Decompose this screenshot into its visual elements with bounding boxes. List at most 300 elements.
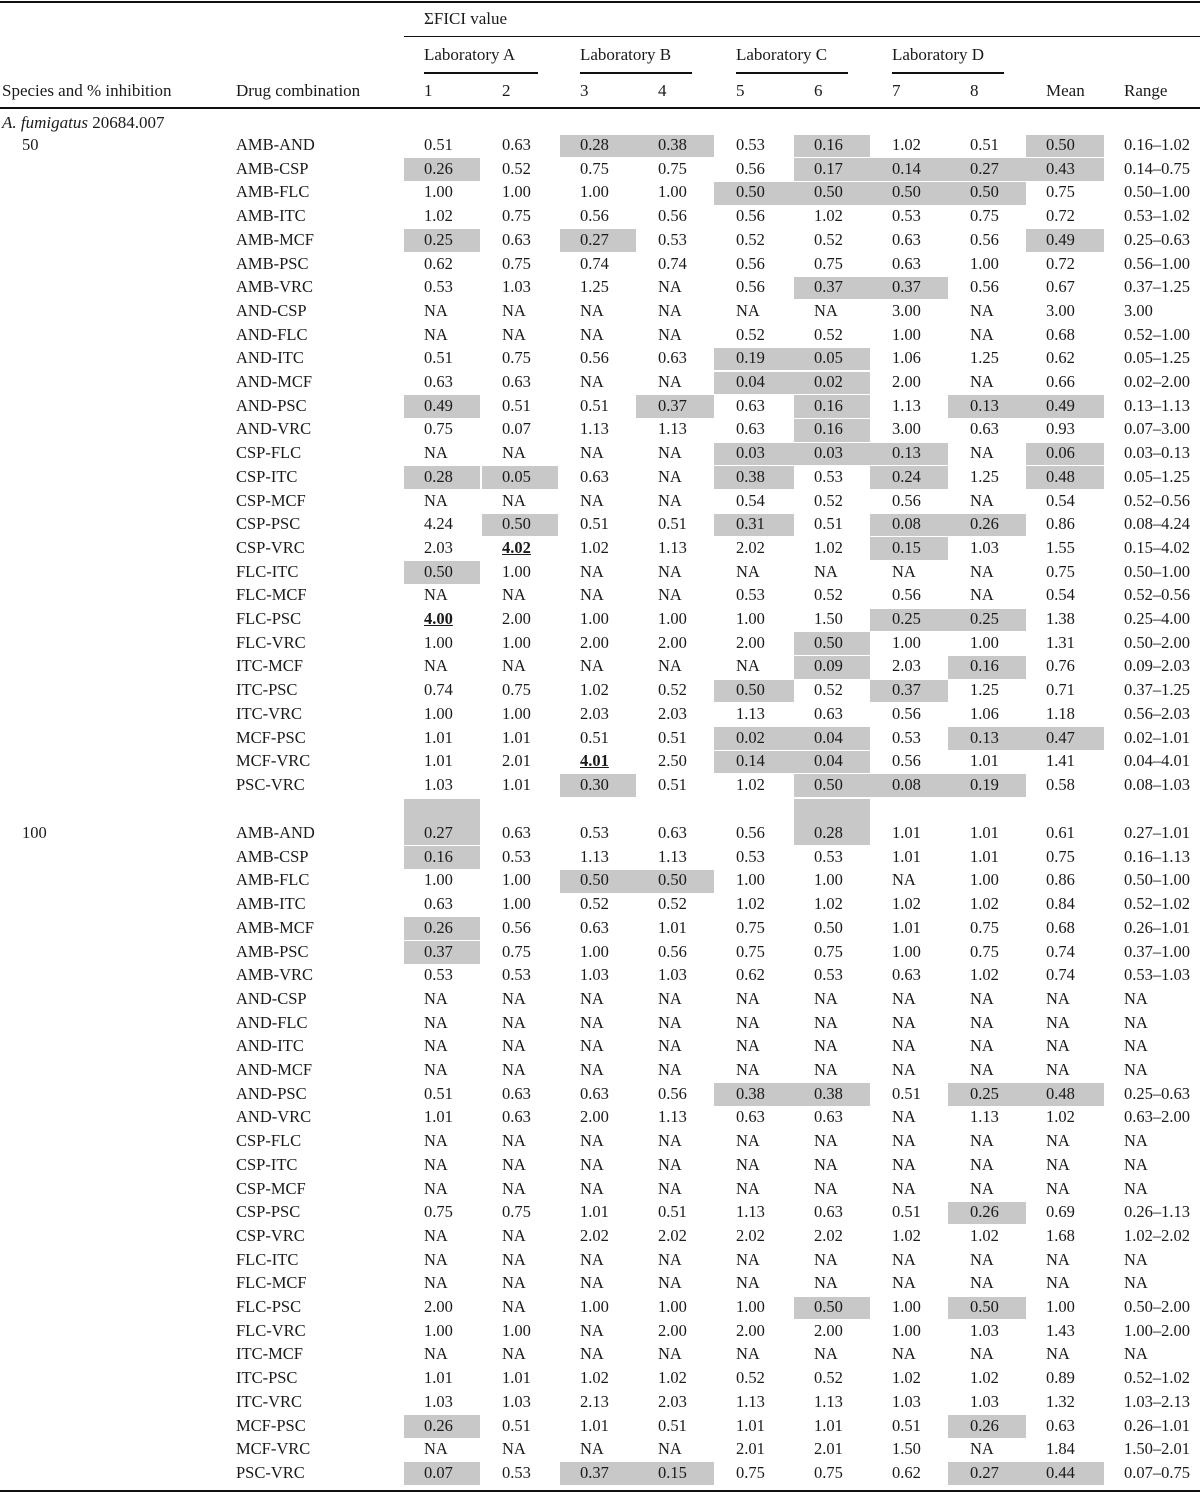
drug-combination: FLC-ITC bbox=[236, 561, 299, 581]
drug-combination: CSP-ITC bbox=[236, 466, 298, 486]
range-cell: 0.26–1.13 bbox=[1124, 1202, 1190, 1222]
fici-cell: NA bbox=[814, 561, 838, 581]
range-cell: 0.25–0.63 bbox=[1124, 229, 1190, 249]
mean-cell: 0.06 bbox=[1046, 443, 1075, 463]
fici-cell: 0.63 bbox=[424, 894, 453, 914]
fici-cell: NA bbox=[502, 1249, 526, 1269]
fici-cell: 0.56 bbox=[892, 703, 921, 723]
fici-cell: NA bbox=[502, 1154, 526, 1174]
range-cell: 0.26–1.01 bbox=[1124, 1415, 1190, 1435]
fici-cell: 0.03 bbox=[814, 443, 843, 463]
drug-combination: ITC-MCF bbox=[236, 1344, 303, 1364]
fici-cell: NA bbox=[502, 1344, 526, 1364]
fici-cell: 1.02 bbox=[580, 537, 609, 557]
fici-cell: 0.74 bbox=[658, 253, 687, 273]
fici-cell: 1.02 bbox=[736, 894, 765, 914]
fici-cell: 2.02 bbox=[736, 537, 765, 557]
fici-cell: NA bbox=[580, 443, 604, 463]
fici-cell: 1.13 bbox=[892, 395, 921, 415]
fici-cell: 0.53 bbox=[502, 1462, 531, 1482]
mean-cell: 0.48 bbox=[1046, 466, 1075, 486]
fici-cell: NA bbox=[502, 988, 526, 1008]
fici-cell: NA bbox=[736, 1012, 760, 1032]
fici-cell: 0.51 bbox=[424, 135, 453, 154]
fici-cell: NA bbox=[658, 372, 682, 391]
fici-cell: 0.02 bbox=[814, 372, 843, 391]
fici-cell: NA bbox=[736, 561, 760, 581]
fici-cell: 0.50 bbox=[814, 182, 843, 202]
mean-cell: 0.54 bbox=[1046, 585, 1075, 605]
fici-cell: 2.03 bbox=[424, 537, 453, 557]
fici-cell: 1.03 bbox=[970, 1320, 999, 1340]
mean-cell: 1.18 bbox=[1046, 703, 1075, 723]
mean-cell: 0.84 bbox=[1046, 894, 1075, 914]
drug-combination: AMB-CSP bbox=[236, 158, 309, 178]
fici-cell: NA bbox=[970, 1036, 994, 1056]
fici-cell: 1.00 bbox=[424, 703, 453, 723]
fici-cell: 0.75 bbox=[502, 941, 531, 961]
fici-cell: 0.14 bbox=[736, 751, 765, 771]
fici-cell: NA bbox=[424, 443, 448, 463]
fici-cell: 0.53 bbox=[892, 206, 921, 226]
fici-cell: NA bbox=[736, 300, 760, 320]
fici-cell: 0.53 bbox=[502, 965, 531, 985]
drug-combination: ITC-VRC bbox=[236, 703, 302, 723]
fici-cell: 1.00 bbox=[658, 182, 687, 202]
fici-cell: 1.00 bbox=[502, 632, 531, 652]
fici-cell: 1.02 bbox=[892, 894, 921, 914]
fici-cell: 0.04 bbox=[736, 372, 765, 391]
fici-cell: 1.00 bbox=[970, 632, 999, 652]
range-cell: NA bbox=[1124, 1154, 1148, 1174]
species-strain: 20684.007 bbox=[87, 113, 165, 132]
fici-cell: 0.19 bbox=[970, 774, 999, 794]
fici-cell: NA bbox=[814, 988, 838, 1008]
mean-cell: 0.54 bbox=[1046, 490, 1075, 510]
fici-cell: 0.51 bbox=[580, 514, 609, 534]
group-header: ΣFICI value bbox=[424, 9, 508, 28]
lab-b-header: Laboratory B bbox=[580, 45, 672, 64]
mean-cell: NA bbox=[1046, 1036, 1070, 1056]
fici-cell: 0.37 bbox=[424, 941, 453, 961]
fici-cell: 4.01 bbox=[580, 751, 609, 771]
fici-cell: 0.51 bbox=[892, 1415, 921, 1435]
drug-combination: FLC-VRC bbox=[236, 632, 306, 652]
mean-cell: 1.02 bbox=[1046, 1107, 1075, 1127]
fici-cell: 0.63 bbox=[892, 229, 921, 249]
fici-cell: 1.01 bbox=[892, 917, 921, 937]
col-5-header: 5 bbox=[736, 81, 745, 100]
fici-cell: 1.00 bbox=[424, 870, 453, 890]
range-cell: 0.08–1.03 bbox=[1124, 774, 1190, 794]
fici-cell: 0.37 bbox=[892, 680, 921, 700]
fici-cell: NA bbox=[736, 1344, 760, 1364]
fici-cell: 0.63 bbox=[580, 466, 609, 486]
range-cell: 0.50–2.00 bbox=[1124, 632, 1190, 652]
range-cell: 0.50–1.00 bbox=[1124, 182, 1190, 202]
fici-cell: 1.00 bbox=[970, 253, 999, 273]
fici-cell: NA bbox=[502, 1036, 526, 1056]
fici-cell: 0.51 bbox=[970, 135, 999, 154]
fici-cell: 0.28 bbox=[814, 823, 843, 842]
fici-cell: 0.27 bbox=[970, 1462, 999, 1482]
mean-cell: 0.63 bbox=[1046, 1415, 1075, 1435]
fici-cell: 0.04 bbox=[814, 727, 843, 747]
fici-cell: 0.51 bbox=[502, 395, 531, 415]
fici-cell: NA bbox=[736, 1249, 760, 1269]
drug-combination: AND-PSC bbox=[236, 1083, 307, 1103]
mean-cell: 0.69 bbox=[1046, 1202, 1075, 1222]
col-6-header: 6 bbox=[814, 81, 823, 100]
fici-cell: 1.03 bbox=[424, 1391, 453, 1411]
fici-cell: 1.00 bbox=[424, 632, 453, 652]
fici-cell: 1.00 bbox=[580, 609, 609, 628]
fici-cell: 0.05 bbox=[502, 466, 531, 486]
range-cell: 3.00 bbox=[1124, 300, 1153, 320]
fici-cell: NA bbox=[658, 1154, 682, 1174]
fici-cell: 1.00 bbox=[892, 324, 921, 344]
fici-cell: NA bbox=[502, 443, 526, 463]
drug-combination: PSC-VRC bbox=[236, 774, 305, 794]
range-cell: 0.56–2.03 bbox=[1124, 703, 1190, 723]
drug-combination: AND-PSC bbox=[236, 395, 307, 415]
drug-combination: ITC-MCF bbox=[236, 656, 303, 676]
lab-c-header: Laboratory C bbox=[736, 45, 828, 64]
fici-cell: NA bbox=[892, 1154, 916, 1174]
fici-cell: NA bbox=[580, 1320, 604, 1340]
fici-cell: 0.50 bbox=[658, 870, 687, 890]
fici-cell: NA bbox=[814, 1131, 838, 1151]
fici-cell: 0.50 bbox=[580, 870, 609, 890]
fici-cell: NA bbox=[970, 443, 994, 463]
fici-cell: 0.53 bbox=[424, 277, 453, 297]
shaded-cell bbox=[794, 799, 870, 823]
fici-cell: 0.75 bbox=[502, 348, 531, 368]
fici-cell: 0.03 bbox=[736, 443, 765, 463]
drug-combination: AMB-VRC bbox=[236, 965, 314, 985]
drug-combination: CSP-PSC bbox=[236, 514, 301, 534]
fici-cell: 0.08 bbox=[892, 514, 921, 534]
fici-cell: 0.52 bbox=[502, 158, 531, 178]
fici-cell: 0.26 bbox=[970, 514, 999, 534]
fici-cell: 2.00 bbox=[580, 1107, 609, 1127]
fici-cell: NA bbox=[970, 1249, 994, 1269]
fici-cell: 1.00 bbox=[814, 870, 843, 890]
fici-cell: 0.52 bbox=[580, 894, 609, 914]
range-cell: 1.02–2.02 bbox=[1124, 1225, 1190, 1245]
fici-cell: NA bbox=[970, 372, 994, 391]
drug-combination: CSP-MCF bbox=[236, 490, 306, 510]
mean-cell: 0.49 bbox=[1046, 395, 1075, 415]
mean-cell: 1.68 bbox=[1046, 1225, 1075, 1245]
fici-cell: 2.00 bbox=[424, 1297, 453, 1316]
fici-cell: 0.53 bbox=[814, 466, 843, 486]
drug-combination: CSP-VRC bbox=[236, 537, 305, 557]
fici-cell: 1.03 bbox=[658, 965, 687, 985]
mean-cell: 1.38 bbox=[1046, 609, 1075, 628]
fici-cell: NA bbox=[658, 1344, 682, 1364]
fici-cell: 4.24 bbox=[424, 514, 453, 534]
range-cell: 0.25–4.00 bbox=[1124, 609, 1190, 628]
fici-cell: NA bbox=[892, 1249, 916, 1269]
drug-combination: FLC-PSC bbox=[236, 1297, 302, 1316]
fici-cell: NA bbox=[892, 1012, 916, 1032]
fici-cell: NA bbox=[736, 1131, 760, 1151]
fici-cell: NA bbox=[580, 1439, 604, 1459]
fici-cell: 1.00 bbox=[580, 1297, 609, 1316]
col-7-header: 7 bbox=[892, 81, 901, 100]
fici-cell: NA bbox=[970, 1012, 994, 1032]
fici-cell: 0.15 bbox=[892, 537, 921, 557]
fici-cell: 1.03 bbox=[580, 965, 609, 985]
fici-cell: NA bbox=[814, 1060, 838, 1079]
fici-cell: 0.75 bbox=[424, 419, 453, 439]
mean-cell: 0.48 bbox=[1046, 1083, 1075, 1103]
fici-cell: 0.52 bbox=[814, 585, 843, 605]
range-cell: NA bbox=[1124, 1273, 1148, 1293]
range-cell: 1.03–2.13 bbox=[1124, 1391, 1190, 1411]
fici-cell: 0.30 bbox=[580, 774, 609, 794]
fici-cell: 0.63 bbox=[736, 1107, 765, 1127]
fici-cell: NA bbox=[424, 1060, 448, 1079]
fici-cell: 0.51 bbox=[502, 1415, 531, 1435]
range-cell: NA bbox=[1124, 1036, 1148, 1056]
fici-cell: 0.56 bbox=[970, 229, 999, 249]
fici-cell: NA bbox=[814, 1178, 838, 1198]
fici-cell: NA bbox=[502, 1012, 526, 1032]
fici-cell: 1.02 bbox=[658, 1368, 687, 1388]
fici-cell: NA bbox=[502, 1297, 526, 1316]
fici-cell: 0.51 bbox=[580, 395, 609, 415]
fici-cell: 0.63 bbox=[736, 419, 765, 439]
fici-cell: 1.13 bbox=[736, 703, 765, 723]
fici-cell: NA bbox=[658, 1036, 682, 1056]
fici-cell: 1.02 bbox=[814, 206, 843, 226]
fici-cell: 0.16 bbox=[814, 395, 843, 415]
fici-cell: NA bbox=[424, 988, 448, 1008]
fici-cell: 0.63 bbox=[970, 419, 999, 439]
drug-combination: MCF-VRC bbox=[236, 1439, 311, 1459]
species-name: A. fumigatus bbox=[2, 113, 88, 132]
mean-cell: 1.84 bbox=[1046, 1439, 1075, 1459]
mean-cell: 0.75 bbox=[1046, 561, 1075, 581]
fici-cell: 2.01 bbox=[736, 1439, 765, 1459]
fici-cell: 0.38 bbox=[736, 1083, 765, 1103]
fici-cell: 0.14 bbox=[892, 158, 921, 178]
fici-cell: 1.01 bbox=[424, 727, 453, 747]
fici-cell: 0.63 bbox=[580, 917, 609, 937]
range-cell: NA bbox=[1124, 1060, 1148, 1079]
fici-cell: 0.75 bbox=[814, 253, 843, 273]
drug-combination: AND-VRC bbox=[236, 419, 312, 439]
fici-cell: 1.02 bbox=[736, 774, 765, 794]
range-cell: NA bbox=[1124, 1131, 1148, 1151]
mean-cell: 0.71 bbox=[1046, 680, 1075, 700]
fici-cell: 0.75 bbox=[814, 1462, 843, 1482]
fifty-percent-label: 50 bbox=[22, 135, 39, 154]
drug-combination: FLC-MCF bbox=[236, 585, 307, 605]
fici-cell: NA bbox=[424, 1012, 448, 1032]
mean-cell: NA bbox=[1046, 1249, 1070, 1269]
drug-combination: AND-ITC bbox=[236, 1036, 304, 1056]
fici-cell: 2.00 bbox=[580, 632, 609, 652]
fici-cell: 0.53 bbox=[736, 135, 765, 154]
fici-cell: 1.01 bbox=[658, 917, 687, 937]
range-cell: 0.37–1.25 bbox=[1124, 680, 1190, 700]
fici-cell: 1.02 bbox=[580, 680, 609, 700]
fici-cell: NA bbox=[580, 1344, 604, 1364]
fici-cell: 0.56 bbox=[658, 206, 687, 226]
drug-combination: AMB-PSC bbox=[236, 253, 309, 273]
fici-cell: NA bbox=[580, 988, 604, 1008]
range-cell: NA bbox=[1124, 1012, 1148, 1032]
fici-cell: 0.52 bbox=[814, 680, 843, 700]
fici-cell: NA bbox=[502, 1439, 526, 1459]
range-cell: 0.14–0.75 bbox=[1124, 158, 1190, 178]
fici-cell: NA bbox=[424, 300, 448, 320]
range-cell: 0.52–1.02 bbox=[1124, 1368, 1190, 1388]
fici-cell: 1.13 bbox=[580, 846, 609, 866]
fici-cell: NA bbox=[970, 561, 994, 581]
fici-cell: 0.63 bbox=[502, 372, 531, 391]
drug-combination: CSP-VRC bbox=[236, 1225, 305, 1245]
drug-combination: AND-CSP bbox=[236, 988, 307, 1008]
fici-cell: NA bbox=[502, 585, 526, 605]
fici-cell: 0.17 bbox=[814, 158, 843, 178]
drug-combination: AMB-VRC bbox=[236, 277, 314, 297]
fici-cell: 1.06 bbox=[892, 348, 921, 368]
drug-combination: CSP-PSC bbox=[236, 1202, 301, 1222]
drug-combination: PSC-VRC bbox=[236, 1462, 305, 1482]
fici-cell: 2.02 bbox=[658, 1225, 687, 1245]
fici-cell: 0.25 bbox=[892, 609, 921, 628]
mean-cell: 1.31 bbox=[1046, 632, 1075, 652]
fici-cell: 0.19 bbox=[736, 348, 765, 368]
fici-cell: NA bbox=[658, 585, 682, 605]
fici-cell: 2.01 bbox=[502, 751, 531, 771]
fici-cell: NA bbox=[580, 1036, 604, 1056]
fici-cell: 1.00 bbox=[658, 1297, 687, 1316]
fici-cell: 1.00 bbox=[502, 561, 531, 581]
fici-cell: NA bbox=[424, 1178, 448, 1198]
range-cell: 0.13–1.13 bbox=[1124, 395, 1190, 415]
fici-cell: 2.02 bbox=[814, 1225, 843, 1245]
fici-cell: 1.25 bbox=[970, 466, 999, 486]
drug-combination: AMB-ITC bbox=[236, 206, 306, 226]
fici-cell: NA bbox=[502, 1178, 526, 1198]
drug-combination: CSP-FLC bbox=[236, 1131, 302, 1151]
mean-cell: 3.00 bbox=[1046, 300, 1075, 320]
fici-cell: 2.00 bbox=[814, 1320, 843, 1340]
top-rule bbox=[0, 1, 1200, 3]
fici-cell: 0.62 bbox=[424, 253, 453, 273]
fici-cell: 0.74 bbox=[580, 253, 609, 273]
range-cell: 0.02–1.01 bbox=[1124, 727, 1190, 747]
fici-cell: 0.50 bbox=[814, 774, 843, 794]
hundred-percent-label: 100 bbox=[22, 823, 47, 842]
fici-cell: 0.63 bbox=[580, 1083, 609, 1103]
fici-cell: NA bbox=[502, 490, 526, 510]
fici-cell: NA bbox=[658, 1439, 682, 1459]
fici-cell: NA bbox=[970, 490, 994, 510]
mean-cell: 1.55 bbox=[1046, 537, 1075, 557]
fici-cell: 1.03 bbox=[892, 1391, 921, 1411]
range-cell: 0.09–2.03 bbox=[1124, 656, 1190, 676]
range-cell: 0.50–1.00 bbox=[1124, 561, 1190, 581]
fici-cell: NA bbox=[580, 1012, 604, 1032]
fici-cell: 2.13 bbox=[580, 1391, 609, 1411]
fici-cell: NA bbox=[580, 656, 604, 676]
fici-cell: 0.50 bbox=[814, 1297, 843, 1316]
fici-cell: 1.00 bbox=[424, 182, 453, 202]
fici-cell: 0.52 bbox=[736, 324, 765, 344]
fici-cell: 1.13 bbox=[580, 419, 609, 439]
drug-combination: ITC-VRC bbox=[236, 1391, 302, 1411]
fici-cell: 0.56 bbox=[892, 751, 921, 771]
fici-cell: 1.13 bbox=[658, 846, 687, 866]
fici-cell: 0.27 bbox=[970, 158, 999, 178]
fici-cell: 1.00 bbox=[736, 609, 765, 628]
mean-cell: 0.50 bbox=[1046, 135, 1075, 154]
drug-combination: CSP-FLC bbox=[236, 443, 302, 463]
drug-combination: FLC-VRC bbox=[236, 1320, 306, 1340]
mean-cell: 0.68 bbox=[1046, 324, 1075, 344]
fici-cell: 1.01 bbox=[502, 727, 531, 747]
drug-combination: MCF-VRC bbox=[236, 751, 311, 771]
fici-cell: NA bbox=[580, 585, 604, 605]
fici-cell: NA bbox=[658, 1060, 682, 1079]
mean-cell: 0.61 bbox=[1046, 823, 1075, 842]
fici-cell: 1.02 bbox=[970, 1225, 999, 1245]
mean-cell: 1.41 bbox=[1046, 751, 1075, 771]
fici-cell: NA bbox=[658, 1273, 682, 1293]
range-cell: 0.53–1.02 bbox=[1124, 206, 1190, 226]
fici-cell: 0.04 bbox=[814, 751, 843, 771]
mean-cell: NA bbox=[1046, 1344, 1070, 1364]
fici-cell: NA bbox=[814, 1273, 838, 1293]
range-cell: 0.52–1.02 bbox=[1124, 894, 1190, 914]
fici-cell: 1.01 bbox=[424, 1107, 453, 1127]
fici-cell: 1.00 bbox=[424, 1320, 453, 1340]
drug-combination: AND-FLC bbox=[236, 1012, 308, 1032]
fici-cell: 1.13 bbox=[658, 1107, 687, 1127]
fici-cell: 1.00 bbox=[580, 182, 609, 202]
range-cell: 0.04–4.01 bbox=[1124, 751, 1190, 771]
fici-cell: 0.63 bbox=[892, 965, 921, 985]
mean-cell: NA bbox=[1046, 1060, 1070, 1079]
fici-cell: 2.02 bbox=[736, 1225, 765, 1245]
fici-cell: 0.63 bbox=[658, 348, 687, 368]
fici-cell: NA bbox=[502, 1273, 526, 1293]
fici-cell: 0.63 bbox=[814, 1202, 843, 1222]
fici-cell: 1.13 bbox=[736, 1202, 765, 1222]
fici-cell: 0.75 bbox=[502, 206, 531, 226]
fici-cell: 1.00 bbox=[658, 609, 687, 628]
fici-cell: 1.00 bbox=[970, 870, 999, 890]
range-cell: 0.27–1.01 bbox=[1124, 823, 1190, 842]
range-cell: 0.63–2.00 bbox=[1124, 1107, 1190, 1127]
col-1-header: 1 bbox=[424, 81, 433, 100]
fici-cell: 1.00 bbox=[892, 1320, 921, 1340]
range-cell: 0.37–1.25 bbox=[1124, 277, 1190, 297]
mean-cell: NA bbox=[1046, 1131, 1070, 1151]
range-cell: 0.16–1.13 bbox=[1124, 846, 1190, 866]
range-cell: 0.08–4.24 bbox=[1124, 514, 1190, 534]
fici-cell: 0.52 bbox=[736, 1368, 765, 1388]
fici-cell: NA bbox=[892, 1036, 916, 1056]
fici-cell: 2.00 bbox=[502, 609, 531, 628]
fici-cell: 0.26 bbox=[970, 1202, 999, 1222]
